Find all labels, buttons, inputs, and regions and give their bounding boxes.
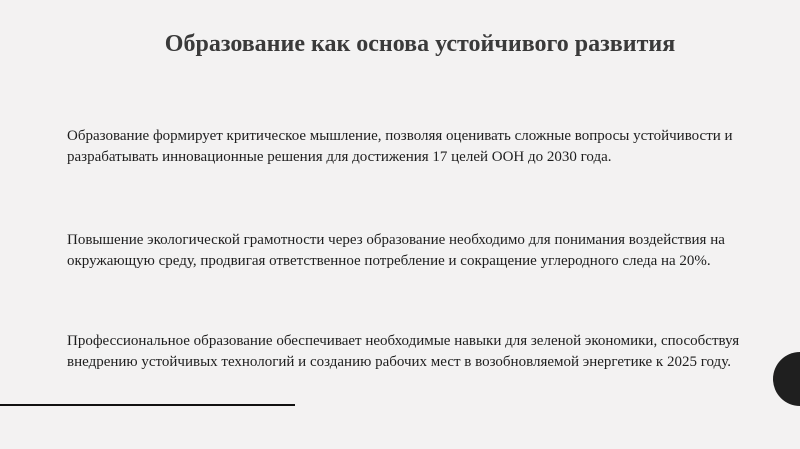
paragraph-ecological-literacy: Повышение экологической грамотности через образование необходимо для понимания воздействия на окружающую среду, продвигая ответственное потребление и сокращение углеродного следа на 20%. <box>67 232 725 269</box>
paragraph-professional-education: Профессиональное образование обеспечивает необходимые навыки для зеленой экономики, способствуя внедрению устойчивых технологий и созданию рабочих мест в возобновляемой энергетике к 2025 году. <box>67 333 740 370</box>
decorative-circle <box>773 352 800 406</box>
paragraph-critical-thinking: Образование формирует критическое мышление, позволяя оценивать сложные вопросы устойчивости и разрабатывать инновационные решения для достижения 17 целей ООН до 2030 года. <box>67 128 733 165</box>
decorative-divider <box>0 404 295 406</box>
slide-title: Образование как основа устойчивого развития <box>164 31 676 57</box>
